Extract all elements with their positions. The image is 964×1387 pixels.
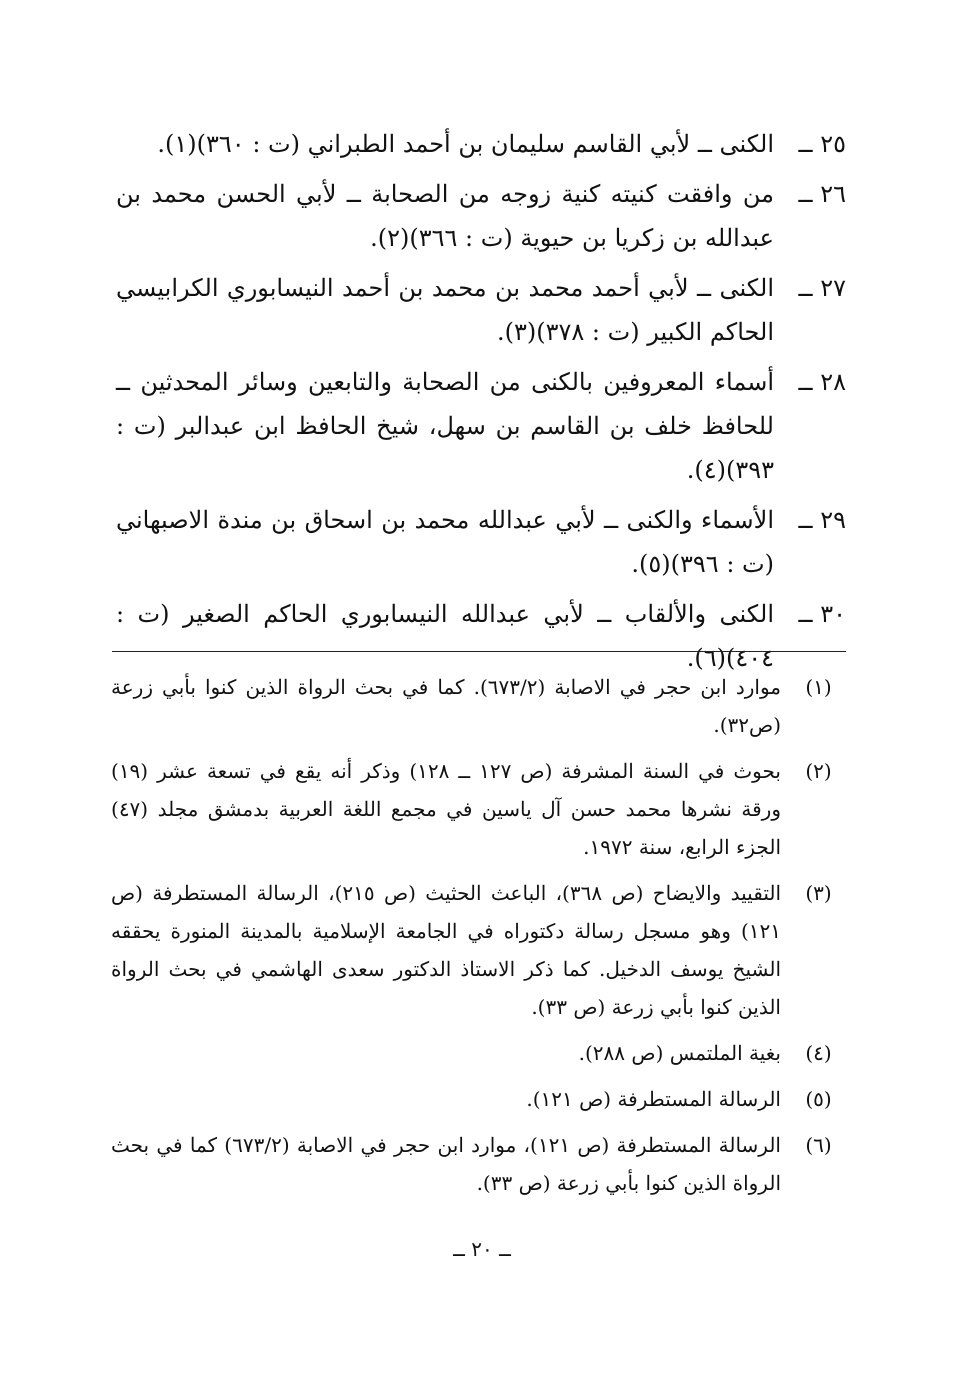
footnote-item (111, 1080, 856, 1118)
entry-list (116, 122, 846, 686)
footnote-number: (٣) (805, 881, 832, 905)
footnote-number: (٥) (805, 1087, 832, 1111)
entry-item (116, 266, 846, 354)
entry-item (116, 360, 846, 492)
entry-number: ٢٦ ــ (798, 180, 846, 208)
footnote-number: (٦) (805, 1133, 832, 1157)
footnote-text: الرسالة المستطرفة (ص ١٢١). (526, 1087, 781, 1111)
footnote-item (111, 874, 856, 1026)
entry-text: أسماء المعروفين بالكنى من الصحابة والتابعين وسائر المحدثين ــ للحافظ خلف بن القاسم بن سهل، شيخ الحافظ ابن عبدالبر (ت : ٣٩٣)(٤). (116, 368, 774, 484)
entry-number: ٢٥ ــ (798, 130, 846, 158)
entry-number: ٢٩ ــ (798, 506, 846, 534)
footnote-text: الرسالة المستطرفة (ص ١٢١)، موارد ابن حجر في الاصابة (٦٧٣/٢) كما في بحث الرواة الذين كنوا بأبي زرعة (ص ٣٣). (111, 1133, 781, 1195)
page-number: ــ ٢٠ ــ (453, 1237, 511, 1261)
footnote-text: التقييد والايضاح (ص ٣٦٨)، الباعث الحثيث (ص ٢١٥)، الرسالة المستطرفة (ص ١٢١) وهو مسجل رسالة دكتوراه في الجامعة الإسلامية بالمدينة المنورة يحققه الشيخ يوسف الدخيل. كما ذكر الاستاذ الدكتور سعدى الهاشمي في بحث الرواة الذين كنوا بأبي زرعة (ص ٣٣). (111, 881, 782, 1019)
footnote-number: (٤) (805, 1041, 832, 1065)
entry-text: الكنى ــ لأبي القاسم سليمان بن أحمد الطبراني (ت : ٣٦٠)(١). (157, 130, 774, 158)
entry-text: الكنى والألقاب ــ لأبي عبدالله النيسابوري الحاكم الصغير (ت : ٤٠٤)(٦). (116, 600, 774, 672)
entry-item (116, 172, 846, 260)
footnote-number: (٢) (805, 759, 832, 783)
footnote-item (111, 1126, 856, 1202)
entry-text: الكنى ــ لأبي أحمد محمد بن محمد بن أحمد النيسابوري الكرابيسي الحاكم الكبير (ت : ٣٧٨)(٣). (116, 274, 774, 346)
footnote-text: بحوث في السنة المشرفة (ص ١٢٧ ــ ١٢٨) وذكر أنه يقع في تسعة عشر (١٩) ورقة نشرها محمد حسن آل ياسين في مجمع اللغة العربية بدمشق مجلد (٤٧) الجزء الرابع، سنة ١٩٧٢. (111, 759, 781, 859)
entry-text: الأسماء والكنى ــ لأبي عبدالله محمد بن اسحاق بن مندة الاصبهاني (ت : ٣٩٦)(٥). (116, 506, 774, 578)
footnote-list (111, 668, 856, 1210)
entry-text: من وافقت كنيته كنية زوجه من الصحابة ــ لأبي الحسن محمد بن عبدالله بن زكريا بن حيوية (ت : ٣٦٦)(٢). (116, 180, 774, 252)
footnote-text: موارد ابن حجر في الاصابة (٦٧٣/٢). كما في بحث الرواة الذين كنوا بأبي زرعة (ص٣٢). (111, 675, 781, 737)
entry-item (116, 122, 846, 166)
entry-number: ٢٧ ــ (798, 274, 846, 302)
entry-item (116, 592, 846, 680)
footnote-separator (112, 651, 846, 652)
footnote-text: بغية الملتمس (ص ٢٨٨). (578, 1041, 781, 1065)
footnote-number: (١) (805, 675, 832, 699)
entry-number: ٣٠ ــ (798, 600, 846, 628)
footnote-item (111, 668, 856, 744)
entry-number: ٢٨ ــ (798, 368, 846, 396)
footnote-item (111, 752, 856, 866)
footnote-item (111, 1034, 856, 1072)
entry-item (116, 498, 846, 586)
